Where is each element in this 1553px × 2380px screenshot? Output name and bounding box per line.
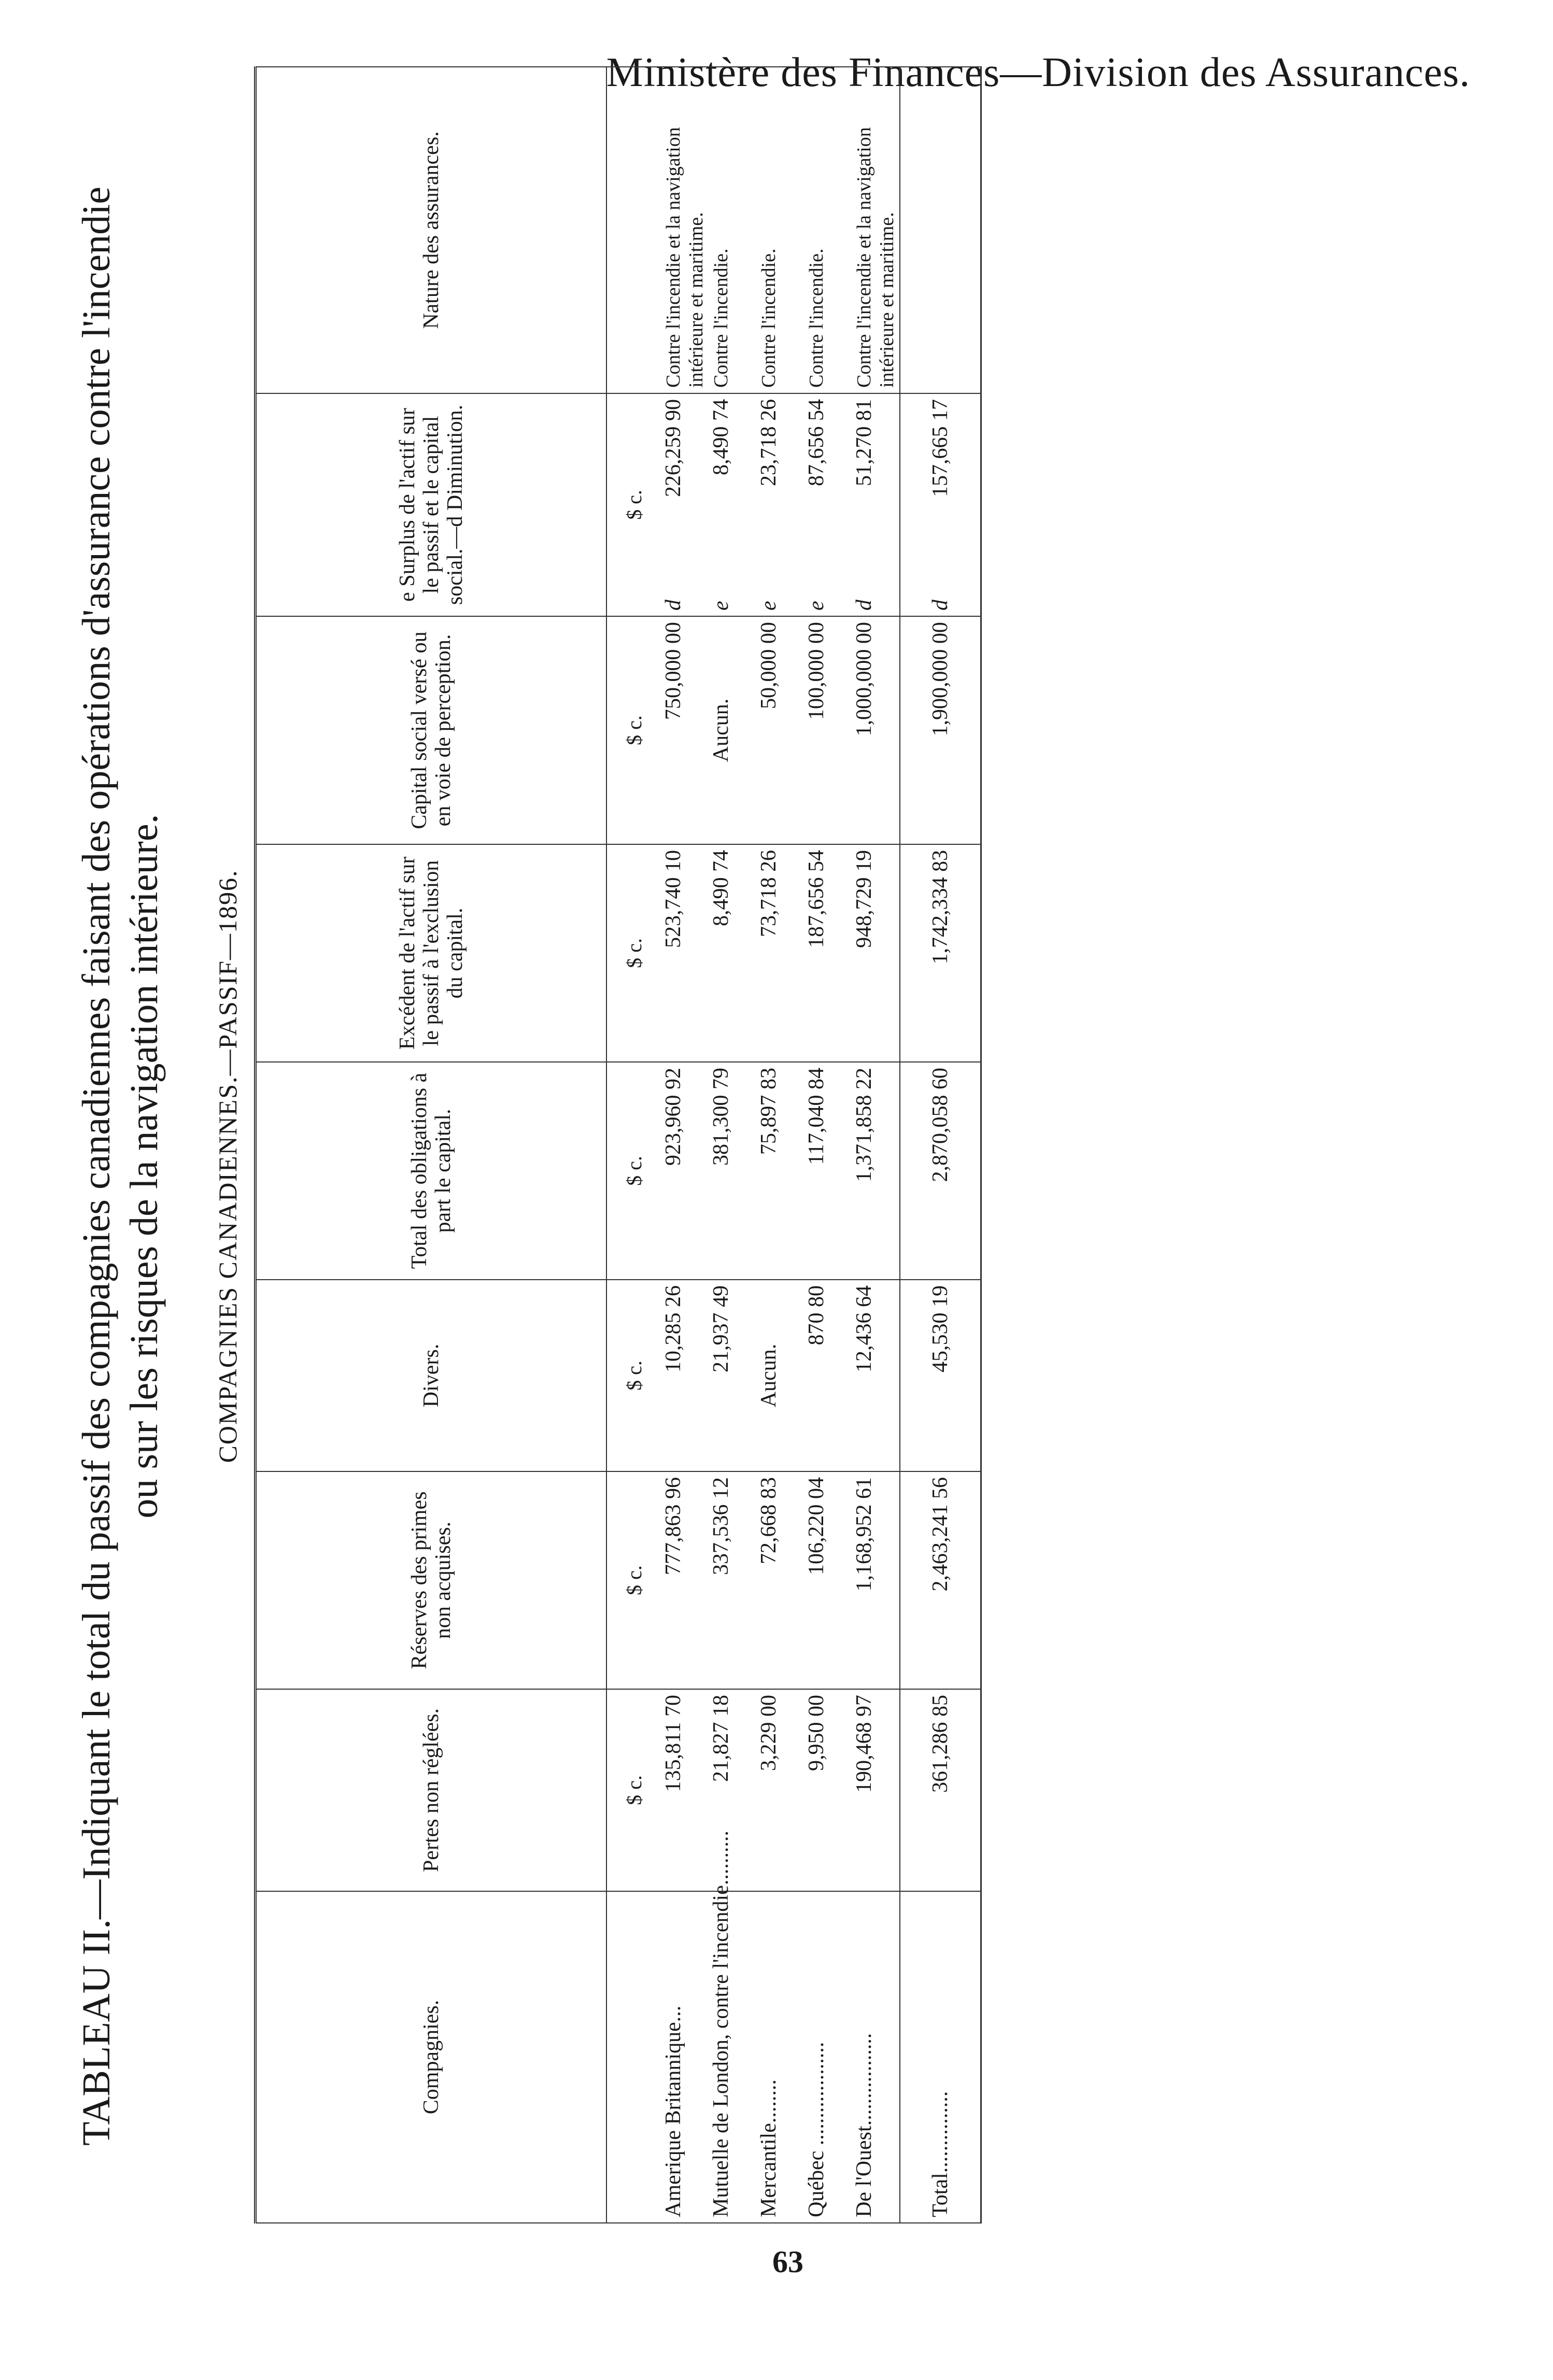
total-surplus-flag: d — [928, 600, 952, 611]
cell-capital: 750,000 00 — [661, 616, 709, 844]
units-cell: $ c. — [606, 1062, 661, 1280]
cell-company: Mutuelle de London, contre l'incendie.......... — [709, 1891, 756, 2223]
liabilities-table — [254, 66, 982, 2223]
table-row — [661, 67, 709, 2223]
total-capital: 1,900,000 00 — [900, 616, 981, 844]
title-line-2: ou sur les risques de la navigation intérieure. — [122, 814, 166, 1519]
cell-company: Québec ................... — [804, 1891, 852, 2223]
cell-misc: 21,937 49 — [709, 1280, 756, 1471]
cell-misc: 12,436 64 — [852, 1280, 900, 1471]
table-row — [852, 67, 900, 2223]
surplus-value: 23,718 26 — [757, 399, 781, 486]
cell-total-liab: 1,371,858 22 — [852, 1062, 900, 1280]
cell-excess: 8,490 74 — [709, 844, 756, 1062]
cell-nature: Contre l'incendie et la navigation intérieure et maritime. — [852, 67, 900, 393]
surplus-flag: e — [709, 601, 733, 611]
cell-reserves: 106,220 04 — [804, 1471, 852, 1689]
cell-total-liab: 923,960 92 — [661, 1062, 709, 1280]
cell-company: De l'Ouest................. — [852, 1891, 900, 2223]
units-row — [606, 67, 661, 2223]
cell-capital: 50,000 00 — [756, 616, 804, 844]
cell-capital: 1,000,000 00 — [852, 616, 900, 844]
total-misc: 45,530 19 — [900, 1280, 981, 1471]
col-header-losses: Pertes non réglées. — [256, 1689, 607, 1891]
total-row — [900, 67, 981, 2223]
cell-capital: 100,000 00 — [804, 616, 852, 844]
total-surplus-value: 157,665 17 — [928, 399, 952, 497]
cell-nature: Contre l'incendie. — [709, 67, 756, 393]
cell-losses: 190,468 97 — [852, 1689, 900, 1891]
total-losses: 361,286 85 — [900, 1689, 981, 1891]
units-cell: $ c. — [606, 1280, 661, 1471]
cell-total-liab: 381,300 79 — [709, 1062, 756, 1280]
units-cell: $ c. — [606, 393, 661, 616]
col-header-capital: Capital social versé ou en voie de perception. — [256, 616, 607, 844]
cell-losses: 9,950 00 — [804, 1689, 852, 1891]
units-cell: $ c. — [606, 1689, 661, 1891]
col-header-nature: Nature des assurances. — [256, 67, 607, 393]
units-cell-empty — [606, 1891, 661, 2223]
surplus-value: 8,490 74 — [709, 399, 733, 475]
surplus-flag: e — [804, 601, 828, 611]
header-row — [256, 67, 607, 2223]
cell-reserves: 777,863 96 — [661, 1471, 709, 1689]
table-row — [756, 67, 804, 2223]
col-header-reserves: Réserves des primes non acquises. — [256, 1471, 607, 1689]
table-subtitle: COMPAGNIES CANADIENNES.—PASSIF—1896. — [213, 869, 242, 1463]
units-cell: $ c. — [606, 844, 661, 1062]
cell-excess: 948,729 19 — [852, 844, 900, 1062]
table-title — [73, 62, 168, 2270]
cell-losses: 3,229 00 — [756, 1689, 804, 1891]
col-header-total-liabilities: Total des obligations à part le capital. — [256, 1062, 607, 1280]
cell-surplus — [709, 393, 756, 616]
cell-misc: 10,285 26 — [661, 1280, 709, 1471]
surplus-value: 226,259 90 — [661, 399, 685, 497]
cell-excess: 187,656 54 — [804, 844, 852, 1062]
table-row — [709, 67, 756, 2223]
cell-capital: Aucun. — [709, 616, 756, 844]
cell-surplus — [852, 393, 900, 616]
total-nature-empty — [900, 67, 981, 393]
cell-total-liab: 75,897 83 — [756, 1062, 804, 1280]
cell-nature: Contre l'incendie. — [756, 67, 804, 393]
cell-total-liab: 117,040 84 — [804, 1062, 852, 1280]
total-excess: 1,742,334 83 — [900, 844, 981, 1062]
cell-reserves: 72,668 83 — [756, 1471, 804, 1689]
units-cell: $ c. — [606, 1471, 661, 1689]
cell-excess: 523,740 10 — [661, 844, 709, 1062]
surplus-value: 87,656 54 — [804, 399, 828, 486]
title-line-1: TABLEAU II.—Indiquant le total du passif des compagnies canadiennes faisant des opérations d'assurance contre l'incendie — [75, 187, 118, 2146]
surplus-flag: d — [852, 600, 876, 611]
page-number: 63 — [772, 2245, 803, 2279]
cell-surplus — [804, 393, 852, 616]
header-text: Ministère des Finances—Division des Assurances. — [606, 50, 1471, 95]
cell-reserves: 1,168,952 61 — [852, 1471, 900, 1689]
total-label: Total............... — [900, 1891, 981, 2223]
total-liabilities: 2,870,058 60 — [900, 1062, 981, 1280]
cell-reserves: 337,536 12 — [709, 1471, 756, 1689]
surplus-value: 51,270 81 — [852, 399, 876, 486]
surplus-flag: e — [757, 601, 781, 611]
surplus-flag: d — [661, 600, 685, 611]
units-cell-empty — [606, 67, 661, 393]
col-header-misc: Divers. — [256, 1280, 607, 1471]
cell-excess: 73,718 26 — [756, 844, 804, 1062]
col-header-excess: Excédent de l'actif sur le passif à l'exclusion du capital. — [256, 844, 607, 1062]
total-reserves: 2,463,241 56 — [900, 1471, 981, 1689]
cell-company: Amerique Britannique... — [661, 1891, 709, 2223]
cell-nature: Contre l'incendie. — [804, 67, 852, 393]
cell-company: Mercantile........ — [756, 1891, 804, 2223]
rotated-table-block — [73, 62, 1109, 2270]
table-row — [804, 67, 852, 2223]
cell-misc: 870 80 — [804, 1280, 852, 1471]
cell-surplus — [661, 393, 709, 616]
cell-nature: Contre l'incendie et la navigation intérieure et maritime. — [661, 67, 709, 393]
col-header-surplus: e Surplus de l'actif sur le passif et le capital social.—d Diminution. — [256, 393, 607, 616]
table-body — [661, 67, 900, 2223]
total-surplus — [900, 393, 981, 616]
cell-losses: 135,811 70 — [661, 1689, 709, 1891]
col-header-company: Compagnies. — [256, 1891, 607, 2223]
cell-losses: 21,827 18 — [709, 1689, 756, 1891]
cell-surplus — [756, 393, 804, 616]
units-cell: $ c. — [606, 616, 661, 844]
cell-misc: Aucun. — [756, 1280, 804, 1471]
